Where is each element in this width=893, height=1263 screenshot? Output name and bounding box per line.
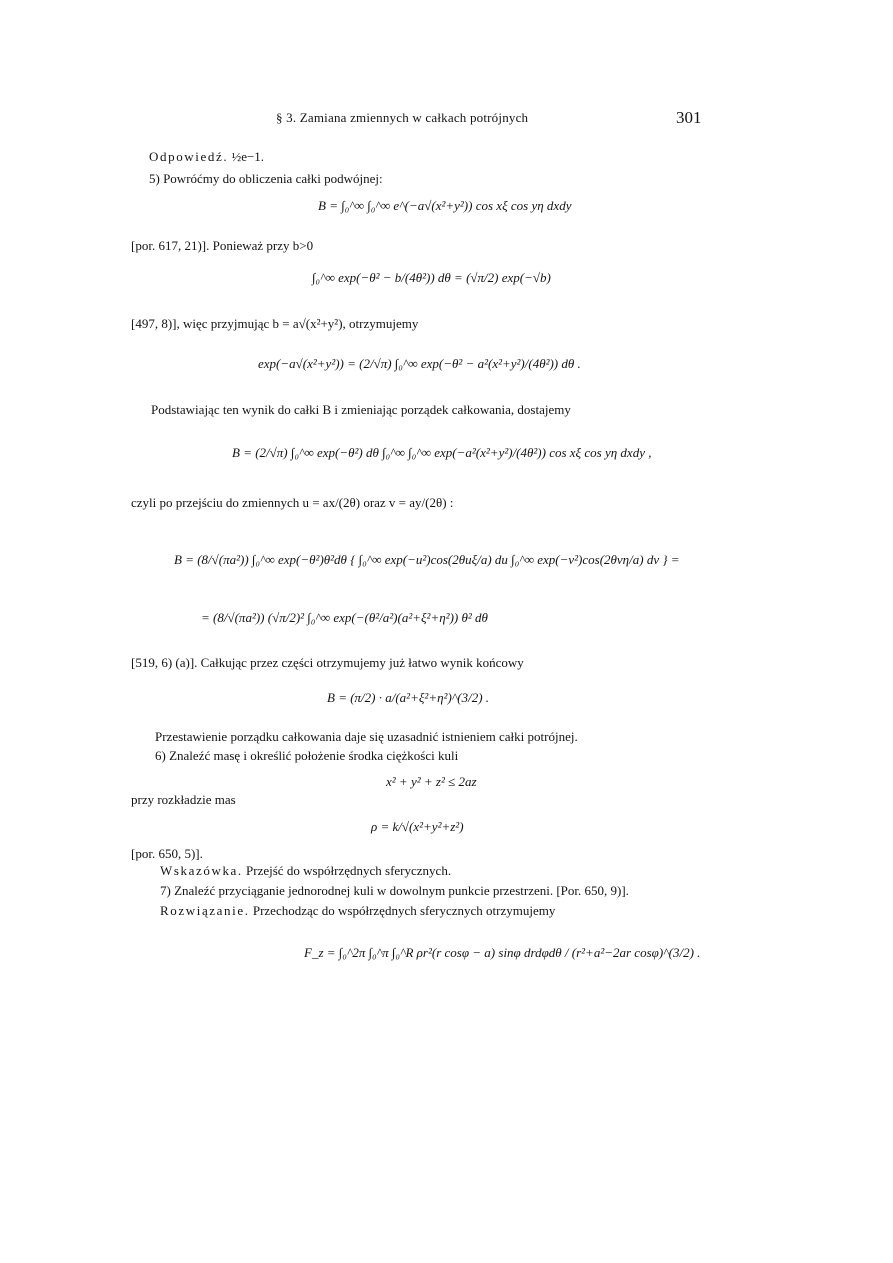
reference-617: [por. 617, 21)]. Ponieważ przy b>0 [131, 238, 314, 253]
equation-ball: x² + y² + z² ≤ 2az [386, 774, 477, 789]
answer-value: ½e−1. [231, 149, 265, 164]
reference-519: [519, 6) (a)]. Całkując przez części otrzymujemy już łatwo wynik końcowy [131, 655, 524, 670]
equation-b-result: B = (π/2) · a/(a²+ξ²+η²)^(3/2) . [327, 690, 490, 705]
item-7-text: 7) Znaleźć przyciąganie jednorodnej kuli w dowolnym punkcie przestrzeni. [Por. 650, 9)]. [160, 883, 629, 898]
justification-text: Przestawienie porządku całkowania daje się uzasadnić istnieniem całki potrójnej. [155, 729, 578, 744]
change-of-variables: czyli po przejściu do zmiennych u = ax/(2θ) oraz v = ay/(2θ) : [131, 495, 454, 510]
answer-line [149, 149, 264, 165]
equation-b-triple: B = (2/√π) ∫₀^∞ exp(−θ²) dθ ∫₀^∞ ∫₀^∞ exp(−a²(x²+y²)/(4θ²)) cos xξ cos yη dxdy , [232, 445, 652, 460]
page-number: 301 [676, 108, 702, 127]
solution-line [160, 903, 555, 919]
solution-label: Rozwiązanie. [160, 903, 250, 918]
mass-distribution-text: przy rozkładzie mas [131, 792, 236, 807]
equation-b-double: B = ∫₀^∞ ∫₀^∞ e^(−a√(x²+y²)) cos xξ cos yη dxdy [318, 198, 572, 213]
solution-text: Przechodząc do współrzędnych sferycznych otrzymujemy [252, 903, 556, 918]
substitution-text: Podstawiając ten wynik do całki B i zmieniając porządek całkowania, dostajemy [151, 402, 571, 417]
equation-exp-a: exp(−a√(x²+y²)) = (2/√π) ∫₀^∞ exp(−θ² − a²(x²+y²)/(4θ²)) dθ . [258, 356, 581, 371]
hint-label: Wskazówka. [160, 863, 243, 878]
hint-line [160, 863, 451, 879]
item-6-text: 6) Znaleźć masę i określić położenie środka ciężkości kuli [155, 748, 459, 763]
hint-text: Przejść do współrzędnych sferycznych. [246, 863, 452, 878]
equation-exp-integral: ∫₀^∞ exp(−θ² − b/(4θ²)) dθ = (√π/2) exp(−√b) [312, 270, 551, 285]
answer-label: Odpowiedź. [149, 149, 229, 164]
equation-b-uv: B = (8/√(πa²)) ∫₀^∞ exp(−θ²)θ²dθ { ∫₀^∞ exp(−u²)cos(2θuξ/a) du ∫₀^∞ exp(−v²)cos(2θvη/a) dv } = [174, 552, 680, 567]
equation-rho: ρ = k/√(x²+y²+z²) [371, 819, 464, 834]
running-title: § 3. Zamiana zmiennych w całkach potrójnych [276, 110, 529, 125]
equation-fz: F_z = ∫₀^2π ∫₀^π ∫₀^R ρr²(r cosφ − a) sinφ drdφdθ / (r²+a²−2ar cosφ)^(3/2) . [304, 945, 701, 960]
reference-497: [497, 8)], więc przyjmując b = a√(x²+y²), otrzymujemy [131, 316, 419, 331]
reference-650-5: [por. 650, 5)]. [131, 846, 203, 861]
equation-b-final-integral: = (8/√(πa²)) (√π/2)² ∫₀^∞ exp(−(θ²/a²)(a²+ξ²+η²)) θ² dθ [201, 610, 488, 625]
item-5-intro: 5) Powróćmy do obliczenia całki podwójnej: [149, 171, 383, 186]
